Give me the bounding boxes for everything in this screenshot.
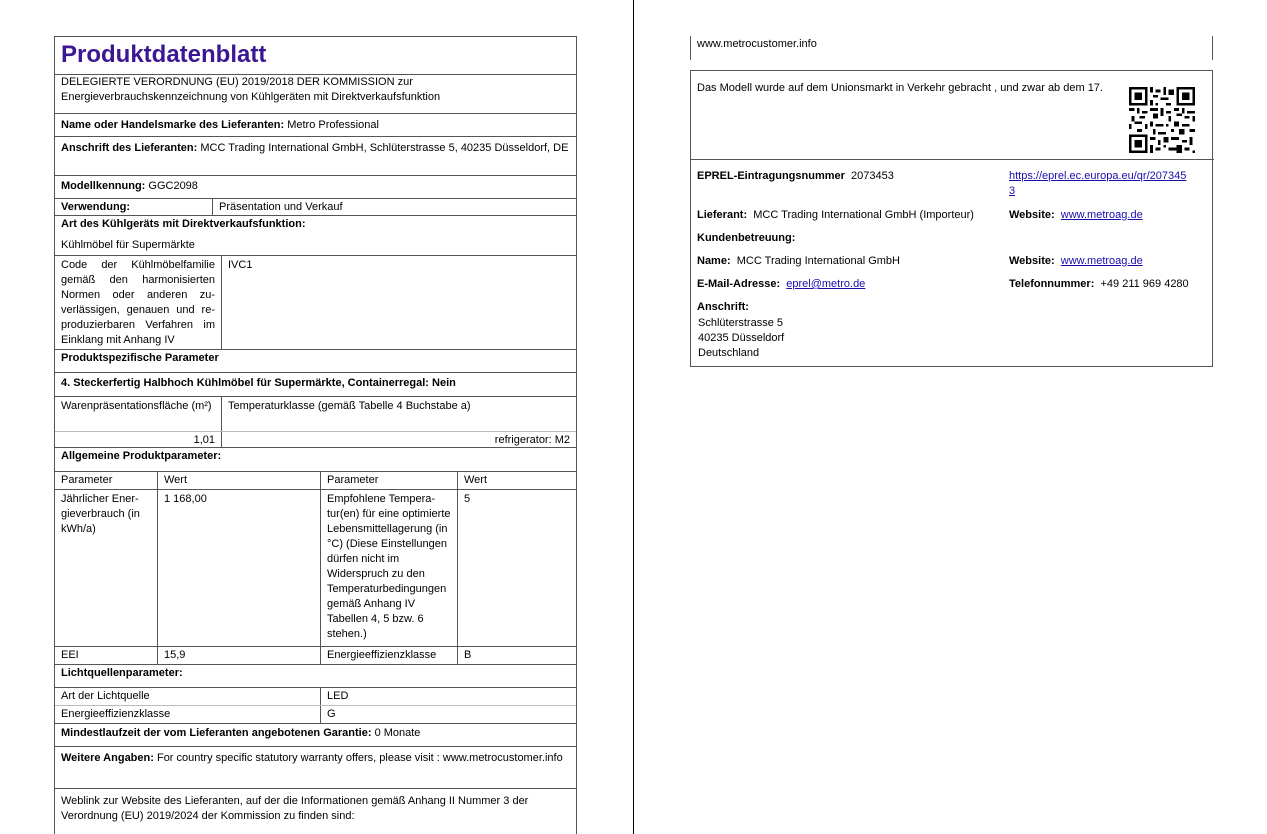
energy-label: Jährlicher Energieverbrauch (in kWh/a) — [61, 493, 140, 535]
address-line-1: Schlüterstrasse 5 — [698, 317, 783, 329]
light-type-value: LED — [320, 688, 576, 705]
eprel-number: 2073453 — [851, 170, 894, 182]
eei-label: EEI — [61, 649, 79, 661]
qr-code-icon — [1129, 87, 1195, 153]
cs-website-label: Website: — [1009, 255, 1055, 267]
gp-header-param-2: Parameter — [320, 472, 457, 489]
light-eff-value: G — [320, 706, 576, 723]
model-value: GGC2098 — [148, 180, 198, 192]
eei-row — [55, 647, 576, 665]
model-row — [55, 176, 576, 199]
weblink-text: Weblink zur Website des Lieferanten, auf der die Informationen gemäß Anhang II Nummer 3 der Verordnung (EU) 2019/2024 der Kommission zu finden sind: — [61, 795, 529, 822]
cs-website-row — [1009, 254, 1143, 269]
address-line-2: 40235 Düsseldorf — [698, 332, 785, 344]
warranty-row — [55, 724, 576, 747]
gp-header-value-2: Wert — [457, 472, 576, 489]
box-separator — [691, 159, 1214, 160]
supplier-address-label: Anschrift des Lieferanten: — [61, 142, 198, 154]
address-line-3: Deutschland — [698, 347, 760, 359]
eei-value: 15,9 — [157, 647, 320, 664]
phone-row — [1009, 277, 1189, 292]
website-link[interactable]: www.metroag.de — [1060, 209, 1143, 221]
light-type-row — [55, 688, 576, 706]
top-link[interactable]: www.metrocustomer.info — [697, 38, 817, 50]
warranty-label: Mindestlaufzeit der vom Lieferanten angebotenen Garantie: — [61, 727, 372, 739]
further-info-value: For country specific statutory warranty offers, please visit : www.metrocustomer.info — [156, 752, 563, 764]
supplier-name-row — [55, 114, 576, 137]
cs-name-label: Name: — [697, 255, 731, 267]
email-label: E-Mail-Adresse: — [697, 278, 781, 290]
family-code-value: IVC1 — [221, 256, 576, 349]
phone-value: +49 211 969 4280 — [1100, 278, 1189, 290]
appliance-type-label: Art des Kühlgeräts mit Direktverkaufsfunktion: — [61, 218, 306, 230]
email-row — [697, 277, 865, 292]
usage-label: Verwendung: — [61, 201, 131, 213]
website-row — [1009, 208, 1143, 223]
product-spec-heading: 4. Steckerfertig Halbhoch Kühlmöbel für Supermärkte, Containerregal: Nein — [55, 373, 576, 397]
supplier-value: MCC Trading International GmbH (Importeur) — [753, 209, 974, 221]
top-link-row — [690, 36, 1213, 60]
cs-name-row — [697, 254, 900, 269]
email-link[interactable]: eprel@metro.de — [786, 278, 866, 290]
light-eff-row — [55, 706, 576, 724]
address-label: Anschrift: — [697, 301, 749, 313]
warranty-value: 0 Monate — [374, 727, 421, 739]
light-type-label: Art der Lichtquelle — [61, 690, 150, 702]
model-label: Modellkennung: — [61, 180, 146, 192]
general-params-heading: Allgemeine Produktparameter: — [55, 448, 576, 472]
supplier-name-label: Name oder Handelsmarke des Lieferanten: — [61, 119, 285, 131]
eprel-label: EPREL-Eintragungsnummer — [697, 170, 845, 182]
display-area-label: Warenpräsentationsfläche (m²) — [61, 400, 212, 412]
regulation-text: DELEGIERTE VERORDNUNG (EU) 2019/2018 DER KOMMISSION zur Energieverbrauchskennzeichnung von Kühlgeräten mit Direktverkaufsfunktion — [55, 75, 576, 114]
appliance-type-row — [55, 216, 576, 256]
display-area-value: 1,01 — [193, 434, 215, 446]
website-label: Website: — [1009, 209, 1055, 221]
registration-info-box — [690, 70, 1213, 367]
usage-value: Präsentation und Verkauf — [212, 199, 349, 215]
further-info-row — [55, 747, 576, 789]
rec-temp-label: Empfohlene Temperatur(en) für eine optimierte Lebensmittellagerung (in °C) (Diese Einstellungen dürfen nicht im Widerspruch zu den Temperaturbedingungen gemäß Anhang IV Tabellen 4, 5 bzw. 6 stehen.) — [320, 490, 457, 646]
supplier-name-value: Metro Professional — [287, 119, 379, 131]
family-code-label: Code der Kühlmöbelfamilie gemäß den harmonisierten Normen oder anderen zuverlässigen, genauen und reproduzierbaren Verfahren im Einklang mit Anhang IV — [61, 259, 215, 346]
rec-temp-value: 5 — [457, 490, 576, 646]
cs-website-link[interactable]: www.metroag.de — [1060, 255, 1143, 267]
page-divider — [633, 0, 634, 834]
product-params-heading: Produktspezifische Parameter — [55, 350, 576, 373]
phone-label: Telefonnummer: — [1009, 278, 1095, 290]
temp-class-label: Temperaturklasse (gemäß Tabelle 4 Buchstabe a) — [221, 397, 576, 431]
general-params-header-row — [55, 472, 576, 490]
eff-class-value: B — [457, 647, 576, 664]
eff-class-label: Energieeffizienzklasse — [320, 647, 457, 664]
supplier-label: Lieferant: — [697, 209, 748, 221]
display-area-header-row — [55, 397, 576, 431]
further-info-label: Weitere Angaben: — [61, 752, 154, 764]
light-eff-label: Energieeffizienzklasse — [61, 708, 171, 720]
market-text: Das Modell wurde auf dem Unionsmarkt in Verkehr gebracht , und zwar ab dem 17. — [697, 82, 1103, 94]
cs-name-value: MCC Trading International GmbH — [736, 255, 900, 267]
supplier-address-value: MCC Trading International GmbH, Schlüterstrasse 5, 40235 Düsseldorf, DE — [200, 142, 569, 154]
eprel-link[interactable]: https://eprel.ec.europa.eu/qr/2073453 — [1009, 170, 1187, 197]
energy-value: 1 168,00 — [157, 490, 320, 646]
gp-header-param-1: Parameter — [61, 474, 113, 486]
usage-row — [55, 199, 576, 216]
customer-service-heading: Kundenbetreuung: — [697, 232, 796, 244]
supplier-address-row — [55, 137, 576, 176]
page-title: Produktdatenblatt — [55, 37, 576, 75]
gp-header-value-1: Wert — [157, 472, 320, 489]
family-code-row — [55, 256, 576, 350]
energy-row — [55, 490, 576, 647]
product-data-sheet — [54, 36, 577, 834]
supplier-row — [697, 208, 974, 223]
display-area-value-row — [55, 431, 576, 448]
appliance-type-value: Kühlmöbel für Supermärkte — [61, 239, 195, 251]
light-params-heading: Lichtquellenparameter: — [55, 665, 576, 688]
temp-class-value: refrigerator: M2 — [221, 432, 576, 447]
eprel-row — [697, 169, 894, 184]
